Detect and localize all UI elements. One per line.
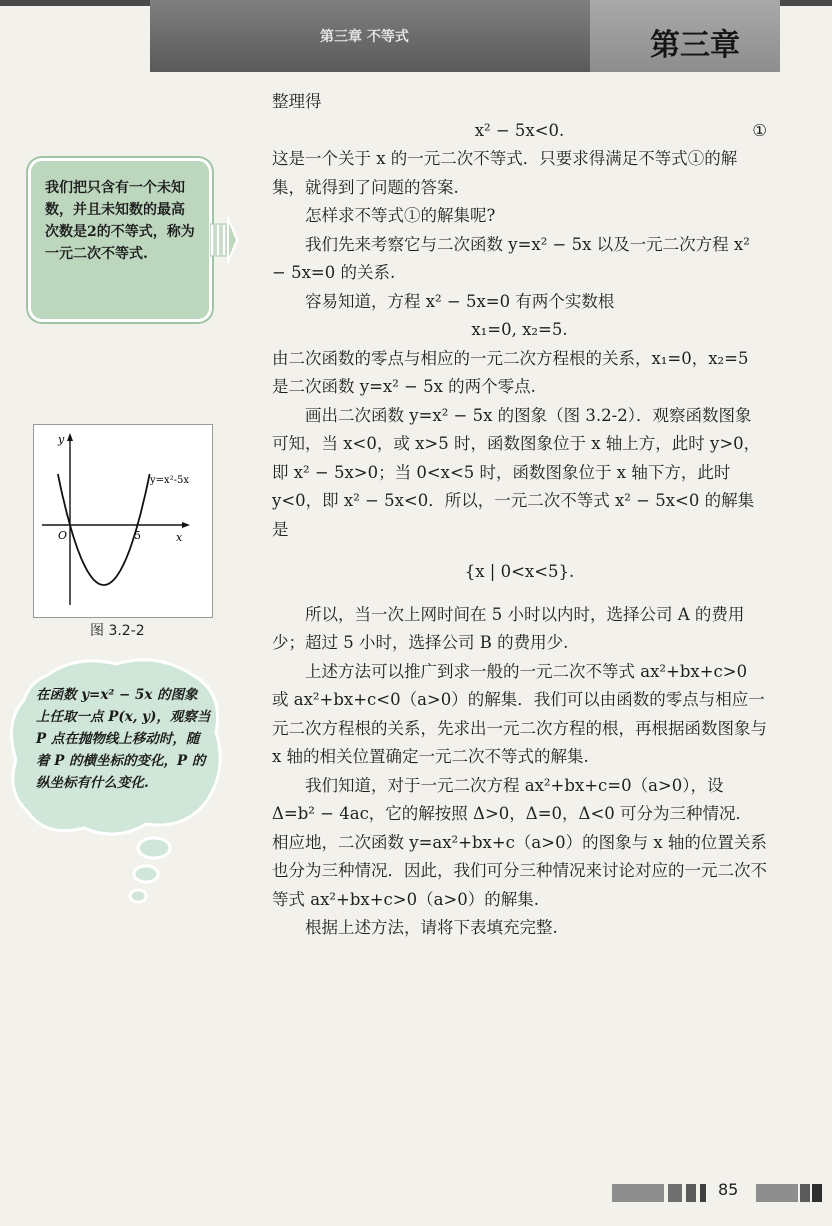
paragraph: 所以，当一次上网时间在 5 小时以内时，选择公司 A 的费用少；超过 5 小时，选择公司 B 的费用少.: [272, 604, 745, 652]
arrow-icon: [210, 214, 238, 266]
paragraph: 这是一个关于 x 的一元二次不等式．只要求得满足不等式①的解集，就得到了问题的答案.: [272, 149, 738, 197]
paragraph: 画出二次函数 y=x² − 5x 的图象（图 3.2-2）．观察函数图象可知，当 x<0，或 x>5 时，函数图象位于 x 轴上方，此时 y>0，即 x² − 5x>0；当 0<x<5 时，函数图象位于 x 轴下方，此时 y<0，即 x² − 5x<0．所以，一元二次不等式 x² − 5x<0 的解集是: [272, 405, 761, 539]
chapter-short-title: 第三章 不等式: [320, 29, 409, 45]
paragraph: 根据上述方法，请将下表填充完整.: [305, 918, 558, 937]
chapter-big-title: 第三章: [650, 28, 740, 63]
chapter-tab: [590, 0, 780, 72]
footer-bar: [0, 1182, 832, 1204]
equation-1: [272, 117, 767, 146]
root-five-label: 5: [134, 529, 141, 542]
equation-text: x² − 5x<0.: [474, 120, 565, 140]
paragraph: 整理得: [272, 92, 322, 111]
thought-cloud: [6, 652, 228, 912]
paragraph: 怎样求不等式①的解集呢?: [305, 206, 496, 225]
definition-note: [28, 158, 228, 318]
x-axis-label: x: [176, 531, 183, 544]
paragraph: 容易知道，方程 x² − 5x=0 有两个实数根: [305, 291, 615, 311]
parabola-figure: [33, 424, 213, 618]
curve-label: y=x²-5x: [150, 475, 190, 486]
cloud-text: 在函数 y=x² − 5x 的图象上任取一点 P(x, y)，观察当 P 点在抛物线上移动时，随着 P 的横坐标的变化，P 的纵坐标有什么变化.: [36, 687, 211, 791]
parabola-plot: [34, 425, 212, 617]
note-text: 我们把只含有一个未知数，并且未知数的最高次数是2的不等式，称为一元二次不等式.: [45, 180, 195, 262]
y-axis-arrow: [67, 433, 73, 441]
paragraph: 上述方法可以推广到求一般的一元二次不等式 ax²+bx+c>0 或 ax²+bx+c<0（a>0）的解集．我们可以由函数的零点与相应一元二次方程根的关系，先求出一元二次方程的根，再根据函数图象与 x 轴的相关位置确定一元二次不等式的解集.: [272, 661, 767, 766]
paragraph: 我们先来考察它与二次函数 y=x² − 5x 以及一元二次方程 x² − 5x=0 的关系.: [272, 234, 750, 282]
equation-2: x₁=0, x₂=5.: [471, 320, 568, 339]
y-axis-label: y: [58, 433, 65, 446]
equation-3: {x | 0<x<5}.: [464, 562, 575, 581]
note-box: [28, 158, 212, 322]
paragraph: 我们知道，对于一元二次方程 ax²+bx+c=0（a>0），设 Δ=b² − 4ac，它的解按照 Δ>0，Δ=0，Δ<0 可分为三种情况．相应地，二次函数 y=ax²+bx+c（a>0）的图象与 x 轴的位置关系也分为三种情况．因此，我们可分三种情况来讨论对应的一元二次不等式 ax²+bx+c>0（a>0）的解集.: [272, 775, 767, 909]
footer-blocks: [0, 1182, 832, 1204]
main-text: [272, 88, 767, 943]
equation-number: ①: [752, 120, 767, 140]
page-number: 85: [718, 1180, 739, 1199]
paragraph: 由二次函数的零点与相应的一元二次方程根的关系，x₁=0，x₂=5 是二次函数 y=x² − 5x 的两个零点.: [272, 348, 749, 396]
x-axis-arrow: [182, 522, 190, 528]
chapter-header: [150, 0, 780, 72]
figure-caption: 图 3.2-2: [90, 623, 145, 639]
origin-label: O: [58, 529, 68, 542]
